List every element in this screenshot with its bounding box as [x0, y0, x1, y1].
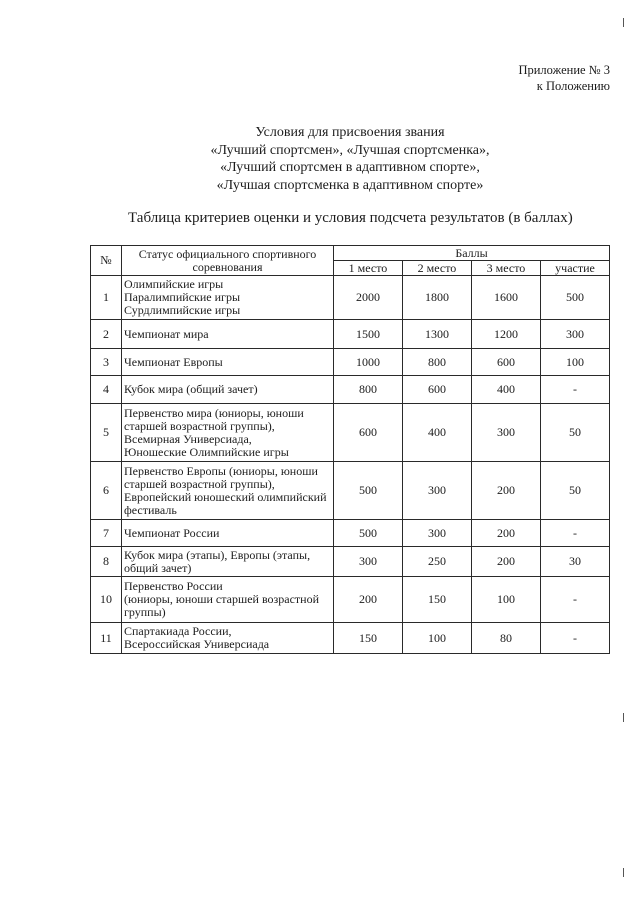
- row-participation: -: [541, 623, 610, 654]
- table-row: [91, 349, 610, 376]
- row-number: 2: [91, 320, 122, 349]
- row-second-place: 300: [403, 520, 472, 547]
- row-first-place: 800: [334, 376, 403, 404]
- row-status: Чемпионат России: [122, 520, 334, 547]
- table-row: [91, 376, 610, 404]
- row-number: 7: [91, 520, 122, 547]
- row-third-place: 200: [472, 547, 541, 577]
- row-status: Первенство Европы (юниоры, юноши старшей возрастной группы), Европейский юношеский олимпийский фестиваль: [122, 462, 334, 520]
- row-number: 3: [91, 349, 122, 376]
- row-third-place: 200: [472, 520, 541, 547]
- row-participation: 30: [541, 547, 610, 577]
- row-third-place: 1200: [472, 320, 541, 349]
- row-first-place: 1000: [334, 349, 403, 376]
- row-second-place: 150: [403, 577, 472, 623]
- row-third-place: 100: [472, 577, 541, 623]
- row-first-place: 1500: [334, 320, 403, 349]
- header-third-place: 3 место: [472, 261, 541, 276]
- header-status: Статус официального спортивного соревнования: [122, 246, 334, 276]
- title-line-2: «Лучший спортсмен», «Лучшая спортсменка»,: [210, 142, 490, 158]
- row-second-place: 1800: [403, 276, 472, 320]
- row-third-place: 200: [472, 462, 541, 520]
- title-line-1: Условия для присвоения звания: [255, 125, 445, 140]
- row-status: Спартакиада России, Всероссийская Универсиада: [122, 623, 334, 654]
- row-third-place: 600: [472, 349, 541, 376]
- table-row: [91, 320, 610, 349]
- appendix-line-2: к Положению: [536, 79, 610, 93]
- row-participation: -: [541, 376, 610, 404]
- table-row: [91, 276, 610, 320]
- scan-mark: [623, 713, 624, 722]
- row-participation: 50: [541, 462, 610, 520]
- row-status: Первенство России (юниоры, юноши старшей возрастной группы): [122, 577, 334, 623]
- document-title: [0, 124, 640, 194]
- row-status: Кубок мира (этапы), Европы (этапы, общий зачет): [122, 547, 334, 577]
- row-second-place: 100: [403, 623, 472, 654]
- table-row: [91, 623, 610, 654]
- row-number: 8: [91, 547, 122, 577]
- row-number: 5: [91, 404, 122, 462]
- row-number: 1: [91, 276, 122, 320]
- row-status: Чемпионат мира: [122, 320, 334, 349]
- header-points: Баллы: [334, 246, 610, 261]
- appendix-reference: [518, 62, 610, 94]
- row-first-place: 300: [334, 547, 403, 577]
- row-first-place: 500: [334, 520, 403, 547]
- row-first-place: 200: [334, 577, 403, 623]
- row-third-place: 80: [472, 623, 541, 654]
- row-second-place: 600: [403, 376, 472, 404]
- row-participation: 50: [541, 404, 610, 462]
- row-participation: 500: [541, 276, 610, 320]
- row-first-place: 2000: [334, 276, 403, 320]
- row-first-place: 150: [334, 623, 403, 654]
- header-number: №: [91, 246, 122, 276]
- row-third-place: 400: [472, 376, 541, 404]
- table-row: [91, 547, 610, 577]
- row-participation: 300: [541, 320, 610, 349]
- row-first-place: 600: [334, 404, 403, 462]
- criteria-table: [90, 245, 610, 654]
- table-row: [91, 520, 610, 547]
- row-first-place: 500: [334, 462, 403, 520]
- table-row: [91, 462, 610, 520]
- appendix-line-1: Приложение № 3: [518, 63, 610, 77]
- table-caption: Таблица критериев оценки и условия подсчета результатов (в баллах): [128, 210, 573, 226]
- header-second-place: 2 место: [403, 261, 472, 276]
- row-participation: -: [541, 520, 610, 547]
- row-second-place: 300: [403, 462, 472, 520]
- row-status: Олимпийские игры Паралимпийские игры Сурдлимпийские игры: [122, 276, 334, 320]
- row-number: 11: [91, 623, 122, 654]
- row-number: 6: [91, 462, 122, 520]
- row-number: 4: [91, 376, 122, 404]
- row-second-place: 250: [403, 547, 472, 577]
- table-row: [91, 577, 610, 623]
- table-row: [91, 404, 610, 462]
- row-status: Чемпионат Европы: [122, 349, 334, 376]
- row-second-place: 800: [403, 349, 472, 376]
- title-line-3: «Лучший спортсмен в адаптивном спорте»,: [220, 160, 480, 175]
- title-line-4: «Лучшая спортсменка в адаптивном спорте»: [216, 177, 484, 193]
- row-participation: -: [541, 577, 610, 623]
- row-number: 10: [91, 577, 122, 623]
- row-status: Первенство мира (юниоры, юноши старшей возрастной группы), Всемирная Универсиада, Юношеские Олимпийские игры: [122, 404, 334, 462]
- scan-mark: [623, 868, 624, 877]
- row-third-place: 1600: [472, 276, 541, 320]
- row-status: Кубок мира (общий зачет): [122, 376, 334, 404]
- row-second-place: 400: [403, 404, 472, 462]
- row-participation: 100: [541, 349, 610, 376]
- row-third-place: 300: [472, 404, 541, 462]
- header-participation: участие: [541, 261, 610, 276]
- header-first-place: 1 место: [334, 261, 403, 276]
- row-second-place: 1300: [403, 320, 472, 349]
- scan-mark: [623, 18, 624, 27]
